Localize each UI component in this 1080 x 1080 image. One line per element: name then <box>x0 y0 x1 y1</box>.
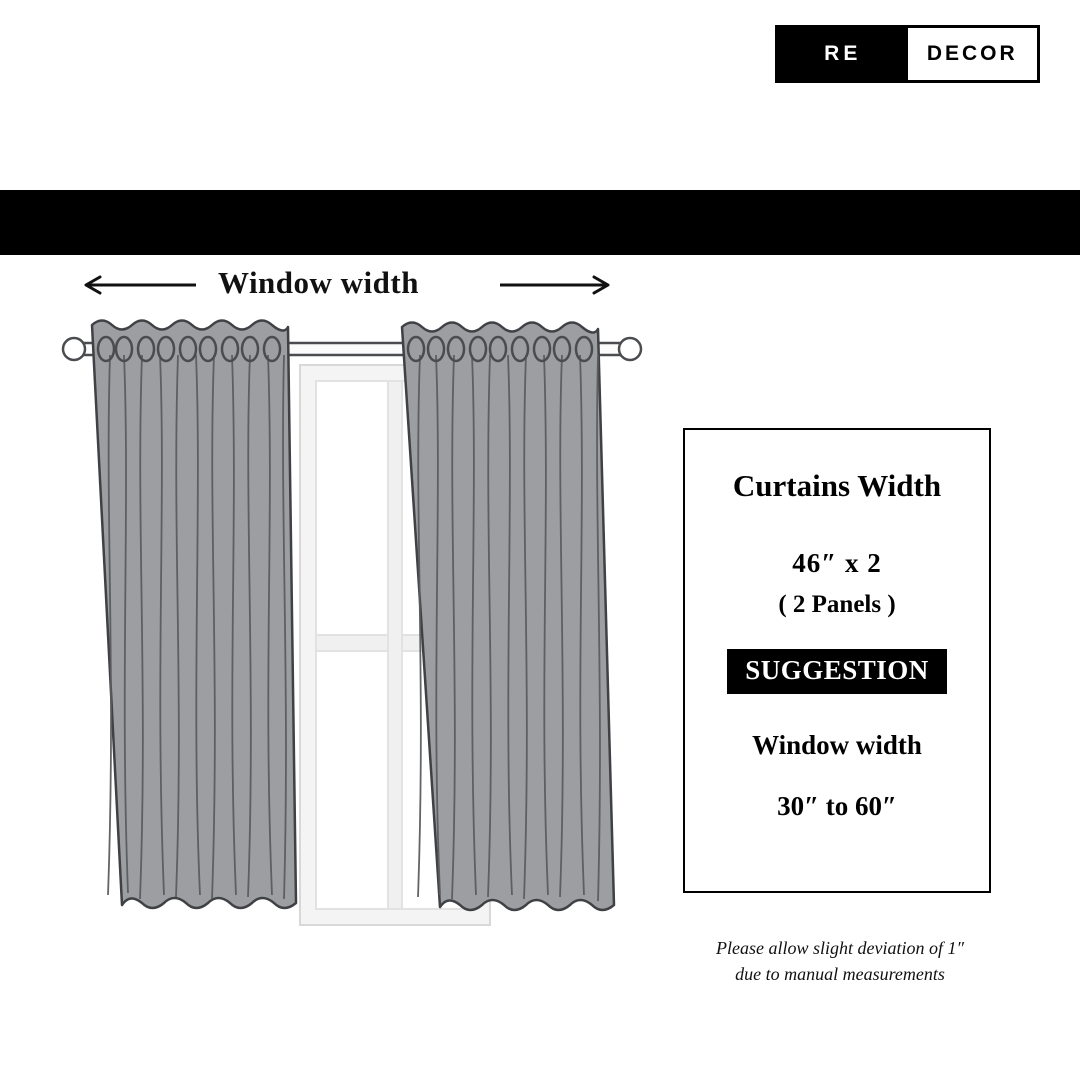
window-width-label: Window width <box>218 265 419 300</box>
curtain-diagram <box>0 255 680 995</box>
curtain-info-box <box>683 428 991 893</box>
footnote <box>660 935 1020 987</box>
info-subtitle: Window width <box>752 730 922 760</box>
footnote-line-1: Please allow slight deviation of 1″ <box>716 938 964 958</box>
header-band <box>0 190 1080 255</box>
brand-logo-re: RE <box>778 28 908 80</box>
brand-logo <box>775 25 1040 83</box>
curtain-panel-right-icon <box>402 323 614 911</box>
info-title: Curtains Width <box>732 468 942 503</box>
info-range: 30″ to 60″ <box>777 791 897 821</box>
dimension-arrow-row <box>86 277 608 293</box>
suggestion-wrap <box>685 649 989 694</box>
info-panels: ( 2 Panels ) <box>778 591 896 618</box>
curtain-panel-left-icon <box>92 321 296 909</box>
footnote-line-2: due to manual measurements <box>735 964 945 985</box>
brand-logo-decor: DECOR <box>908 28 1038 80</box>
suggestion-badge: SUGGESTION <box>727 649 947 694</box>
info-size: 46″ x 2 <box>792 548 882 578</box>
